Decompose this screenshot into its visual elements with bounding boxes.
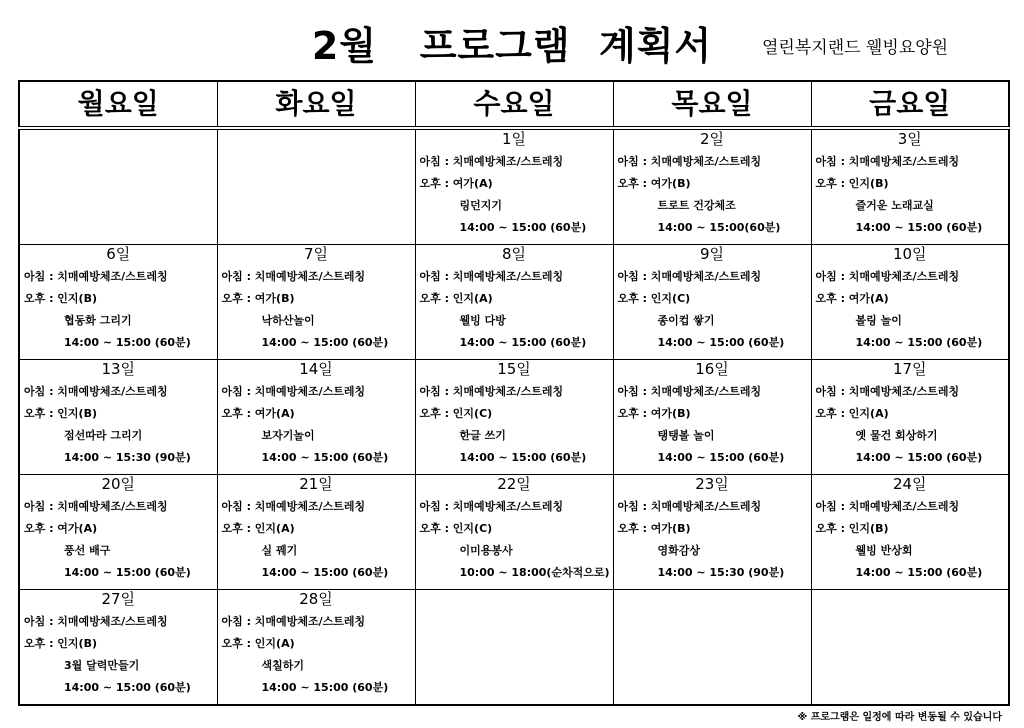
morning-program: 아침 : 치매예방체조/스트레칭 xyxy=(419,270,564,283)
day-number: 10일 xyxy=(892,245,927,263)
afternoon-program: 오후 : 여가(B) xyxy=(617,522,691,535)
day-number: 24일 xyxy=(892,475,927,493)
day-number: 16일 xyxy=(695,360,729,378)
afternoon-program: 오후 : 인지(B) xyxy=(24,292,98,305)
week-row xyxy=(19,360,1009,475)
activity-time: 14:00 ~ 15:00 (60분) xyxy=(261,451,389,464)
day-cell xyxy=(613,475,811,590)
day-cell xyxy=(19,590,217,706)
day-cell xyxy=(217,360,415,475)
day-number: 1일 xyxy=(501,130,527,148)
activity-name: 즐거운 노래교실 xyxy=(855,199,934,212)
activity-time: 14:00 ~ 15:00 (60분) xyxy=(64,681,191,694)
activity-name: 영화감상 xyxy=(657,544,701,557)
weekday-header-row xyxy=(19,81,1009,128)
day-cell xyxy=(415,245,613,360)
activity-time: 10:00 ~ 18:00(순차적으로) xyxy=(459,566,610,579)
activity-name: 점선따라 그리기 xyxy=(64,429,143,442)
activity-time: 14:00 ~ 15:00 (60분) xyxy=(657,336,785,349)
day-number: 2일 xyxy=(699,130,725,148)
day-cell xyxy=(19,475,217,590)
activity-name: 실 꿰기 xyxy=(261,544,298,557)
day-number: 27일 xyxy=(101,590,136,608)
afternoon-program: 오후 : 인지(B) xyxy=(815,522,889,535)
morning-program: 아침 : 치매예방체조/스트레칭 xyxy=(24,385,168,398)
activity-time: 14:00 ~ 15:00 (60분) xyxy=(855,221,983,234)
morning-program: 아침 : 치매예방체조/스트레칭 xyxy=(221,270,366,283)
weekday-header-wed: 수요일 xyxy=(415,81,613,128)
activity-time: 14:00 ~ 15:00 (60분) xyxy=(459,221,587,234)
day-number: 15일 xyxy=(497,360,531,378)
weekday-header-thu: 목요일 xyxy=(613,81,811,128)
activity-time: 14:00 ~ 15:00 (60분) xyxy=(855,451,983,464)
day-number: 9일 xyxy=(699,245,725,263)
afternoon-program: 오후 : 인지(C) xyxy=(617,292,691,305)
afternoon-program: 오후 : 인지(C) xyxy=(419,407,493,420)
activity-time: 14:00 ~ 15:00(60분) xyxy=(657,221,781,234)
morning-program: 아침 : 치매예방체조/스트레칭 xyxy=(815,500,960,513)
morning-program: 아침 : 치매예방체조/스트레칭 xyxy=(221,385,366,398)
activity-name: 탱탱볼 놀이 xyxy=(657,429,715,442)
activity-name: 보자기놀이 xyxy=(261,429,315,442)
week-row xyxy=(19,590,1009,706)
organization-name: 열린복지랜드 웰빙요양원 xyxy=(762,38,949,58)
activity-name: 낙하산놀이 xyxy=(261,314,315,327)
morning-program: 아침 : 치매예방체조/스트레칭 xyxy=(221,500,366,513)
day-cell xyxy=(613,128,811,245)
afternoon-program: 오후 : 여가(A) xyxy=(221,407,295,420)
day-number: 22일 xyxy=(497,475,531,493)
day-number: 20일 xyxy=(101,475,136,493)
activity-name: 옛 물건 회상하기 xyxy=(855,429,938,442)
morning-program: 아침 : 치매예방체조/스트레칭 xyxy=(24,500,168,513)
day-cell xyxy=(811,245,1009,360)
activity-time: 14:00 ~ 15:30 (90분) xyxy=(64,451,191,464)
day-number: 17일 xyxy=(892,360,927,378)
day-cell xyxy=(811,360,1009,475)
afternoon-program: 오후 : 여가(B) xyxy=(617,177,691,190)
morning-program: 아침 : 치매예방체조/스트레칭 xyxy=(24,270,168,283)
activity-time: 14:00 ~ 15:00 (60분) xyxy=(459,336,587,349)
day-cell xyxy=(217,475,415,590)
empty-day-cell xyxy=(415,590,613,706)
week-row xyxy=(19,475,1009,590)
afternoon-program: 오후 : 인지(C) xyxy=(419,522,493,535)
afternoon-program: 오후 : 여가(A) xyxy=(815,292,889,305)
afternoon-program: 오후 : 여가(B) xyxy=(221,292,295,305)
day-cell xyxy=(19,245,217,360)
weekday-header-tue: 화요일 xyxy=(217,81,415,128)
activity-time: 14:00 ~ 15:00 (60분) xyxy=(261,681,389,694)
day-cell xyxy=(415,128,613,245)
morning-program: 아침 : 치매예방체조/스트레칭 xyxy=(24,615,168,628)
afternoon-program: 오후 : 인지(A) xyxy=(221,522,295,535)
morning-program: 아침 : 치매예방체조/스트레칭 xyxy=(419,155,564,168)
afternoon-program: 오후 : 인지(A) xyxy=(419,292,493,305)
footer-note: ※ 프로그램은 일정에 따라 변동될 수 있습니다 xyxy=(797,712,1002,723)
activity-name: 웰빙 반상회 xyxy=(855,544,913,557)
activity-time: 14:00 ~ 15:00 (60분) xyxy=(855,336,983,349)
day-cell xyxy=(613,360,811,475)
page-title: 2월 프로그램 계획서 xyxy=(311,24,713,68)
activity-name: 풍선 배구 xyxy=(64,544,111,557)
day-number: 3일 xyxy=(897,130,922,148)
activity-name: 색칠하기 xyxy=(261,659,305,672)
day-number: 28일 xyxy=(299,590,333,608)
day-number: 14일 xyxy=(299,360,333,378)
weekday-header-mon: 월요일 xyxy=(19,81,217,128)
week-row xyxy=(19,245,1009,360)
activity-time: 14:00 ~ 15:00 (60분) xyxy=(657,451,785,464)
day-cell xyxy=(415,360,613,475)
afternoon-program: 오후 : 인지(A) xyxy=(221,637,295,650)
morning-program: 아침 : 치매예방체조/스트레칭 xyxy=(815,270,960,283)
afternoon-program: 오후 : 인지(A) xyxy=(815,407,889,420)
morning-program: 아침 : 치매예방체조/스트레칭 xyxy=(617,155,762,168)
day-cell xyxy=(217,590,415,706)
morning-program: 아침 : 치매예방체조/스트레칭 xyxy=(419,385,564,398)
morning-program: 아침 : 치매예방체조/스트레칭 xyxy=(617,500,762,513)
activity-time: 14:00 ~ 15:00 (60분) xyxy=(855,566,983,579)
morning-program: 아침 : 치매예방체조/스트레칭 xyxy=(221,615,366,628)
morning-program: 아침 : 치매예방체조/스트레칭 xyxy=(815,385,960,398)
empty-day-cell xyxy=(217,128,415,245)
activity-time: 14:00 ~ 15:00 (60분) xyxy=(261,566,389,579)
activity-time: 14:00 ~ 15:00 (60분) xyxy=(459,451,587,464)
activity-name: 이미용봉사 xyxy=(459,544,513,557)
activity-name: 3월 달력만들기 xyxy=(64,659,140,672)
activity-name: 트로트 건강체조 xyxy=(657,199,736,212)
morning-program: 아침 : 치매예방체조/스트레칭 xyxy=(815,155,960,168)
day-cell xyxy=(415,475,613,590)
activity-name: 볼링 놀이 xyxy=(855,314,902,327)
activity-time: 14:00 ~ 15:00 (60분) xyxy=(64,566,191,579)
activity-name: 한글 쓰기 xyxy=(459,429,506,442)
day-cell xyxy=(613,245,811,360)
morning-program: 아침 : 치매예방체조/스트레칭 xyxy=(419,500,564,513)
activity-name: 협동화 그리기 xyxy=(64,314,132,327)
afternoon-program: 오후 : 여가(A) xyxy=(419,177,493,190)
empty-day-cell xyxy=(811,590,1009,706)
day-cell xyxy=(811,128,1009,245)
day-cell xyxy=(811,475,1009,590)
afternoon-program: 오후 : 인지(B) xyxy=(24,637,98,650)
afternoon-program: 오후 : 인지(B) xyxy=(24,407,98,420)
empty-day-cell xyxy=(613,590,811,706)
calendar-body xyxy=(19,128,1009,705)
morning-program: 아침 : 치매예방체조/스트레칭 xyxy=(617,270,762,283)
day-number: 6일 xyxy=(106,245,131,263)
empty-day-cell xyxy=(19,128,217,245)
activity-name: 링던지기 xyxy=(459,199,503,212)
activity-name: 종이컵 쌓기 xyxy=(657,314,715,327)
morning-program: 아침 : 치매예방체조/스트레칭 xyxy=(617,385,762,398)
day-number: 23일 xyxy=(695,475,729,493)
week-row xyxy=(19,128,1009,245)
day-number: 13일 xyxy=(101,360,136,378)
activity-time: 14:00 ~ 15:30 (90분) xyxy=(657,566,785,579)
activity-name: 웰빙 다방 xyxy=(459,314,506,327)
day-number: 21일 xyxy=(299,475,333,493)
afternoon-program: 오후 : 여가(B) xyxy=(617,407,691,420)
program-calendar xyxy=(18,80,1010,706)
activity-time: 14:00 ~ 15:00 (60분) xyxy=(64,336,191,349)
day-cell xyxy=(19,360,217,475)
day-cell xyxy=(217,245,415,360)
afternoon-program: 오후 : 인지(B) xyxy=(815,177,889,190)
activity-time: 14:00 ~ 15:00 (60분) xyxy=(261,336,389,349)
day-number: 7일 xyxy=(303,245,329,263)
afternoon-program: 오후 : 여가(A) xyxy=(24,522,98,535)
weekday-header-fri: 금요일 xyxy=(811,81,1009,128)
day-number: 8일 xyxy=(501,245,527,263)
